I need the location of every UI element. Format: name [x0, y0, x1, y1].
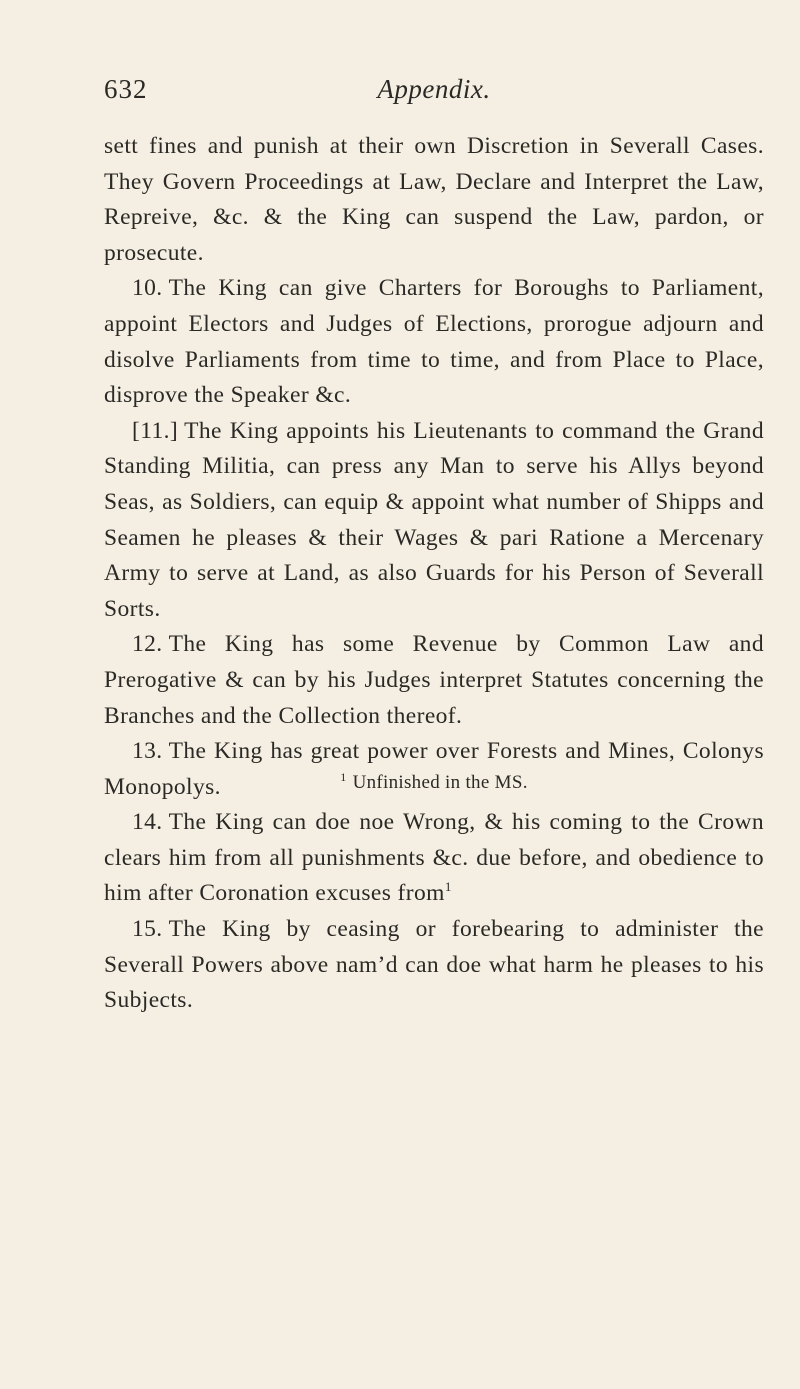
footnote: [104, 769, 764, 794]
paragraph-text: The King can doe noe Wrong, & his coming to the Crown clears him from all punishments &c. due before, and obedience to him after Coronation excuses from: [104, 809, 764, 907]
paragraph-text: The King appoints his Lieutenants to command the Grand Standing Militia, can press any Man to serve his Allys beyond Seas, as Soldiers, can equip & appoint what number of Shipps and Seamen he pleases & their Wages & pari Ratione a Mercenary Army to serve at Land, as also Guards for his Person of Severall Sorts.: [104, 417, 764, 622]
paragraph-10: [104, 271, 764, 413]
paragraph-text: The King can give Charters for Boroughs to Parliament, appoint Electors and Judges of Elections, prorogue adjourn and disolve Parliaments from time to time, and from Place to Place, disprove the Speaker &c.: [104, 275, 764, 409]
paragraph-number: 15.: [132, 916, 163, 943]
paragraph-number: 14.: [132, 809, 163, 836]
paragraph-text: sett fines and punish at their own Discretion in Severall Cases. They Govern Proceedings at Law, Declare and Interpret the Law, Repreive, &c. & the King can suspend the Law, pardon, or prosecute.: [104, 133, 764, 266]
paragraph-14: [104, 805, 764, 912]
page-number: 632: [104, 74, 148, 104]
paragraph-12: [104, 627, 764, 734]
running-head: [104, 74, 764, 114]
paragraph-15: [104, 912, 764, 1019]
body-text: [104, 129, 764, 1019]
footnote-reference[interactable]: 1: [444, 879, 452, 895]
paragraph-continued: [104, 129, 764, 271]
paragraph-text: The King has great power over Forests and Mines, Colonys Monopolys.: [104, 738, 764, 800]
running-title: Appendix.: [377, 74, 491, 104]
paragraph-text: The King has some Revenue by Common Law and Prerogative & can by his Judges interpret Statutes concerning the Branches and the Collection thereof.: [104, 631, 764, 729]
paragraph-text: The King by ceasing or forebearing to administer the Severall Powers above nam’d can doe what harm he pleases to his Subjects.: [104, 916, 764, 1014]
paragraph-number: 13.: [132, 738, 163, 765]
footnote-mark: 1: [340, 769, 347, 784]
paragraph-13: [104, 734, 764, 805]
paragraph-11: [104, 414, 764, 628]
paragraph-number: 12.: [132, 631, 163, 658]
paragraph-number: [11.]: [132, 417, 179, 444]
footnote-text: Unfinished in the MS.: [352, 772, 528, 793]
paragraph-number: 10.: [132, 275, 163, 302]
